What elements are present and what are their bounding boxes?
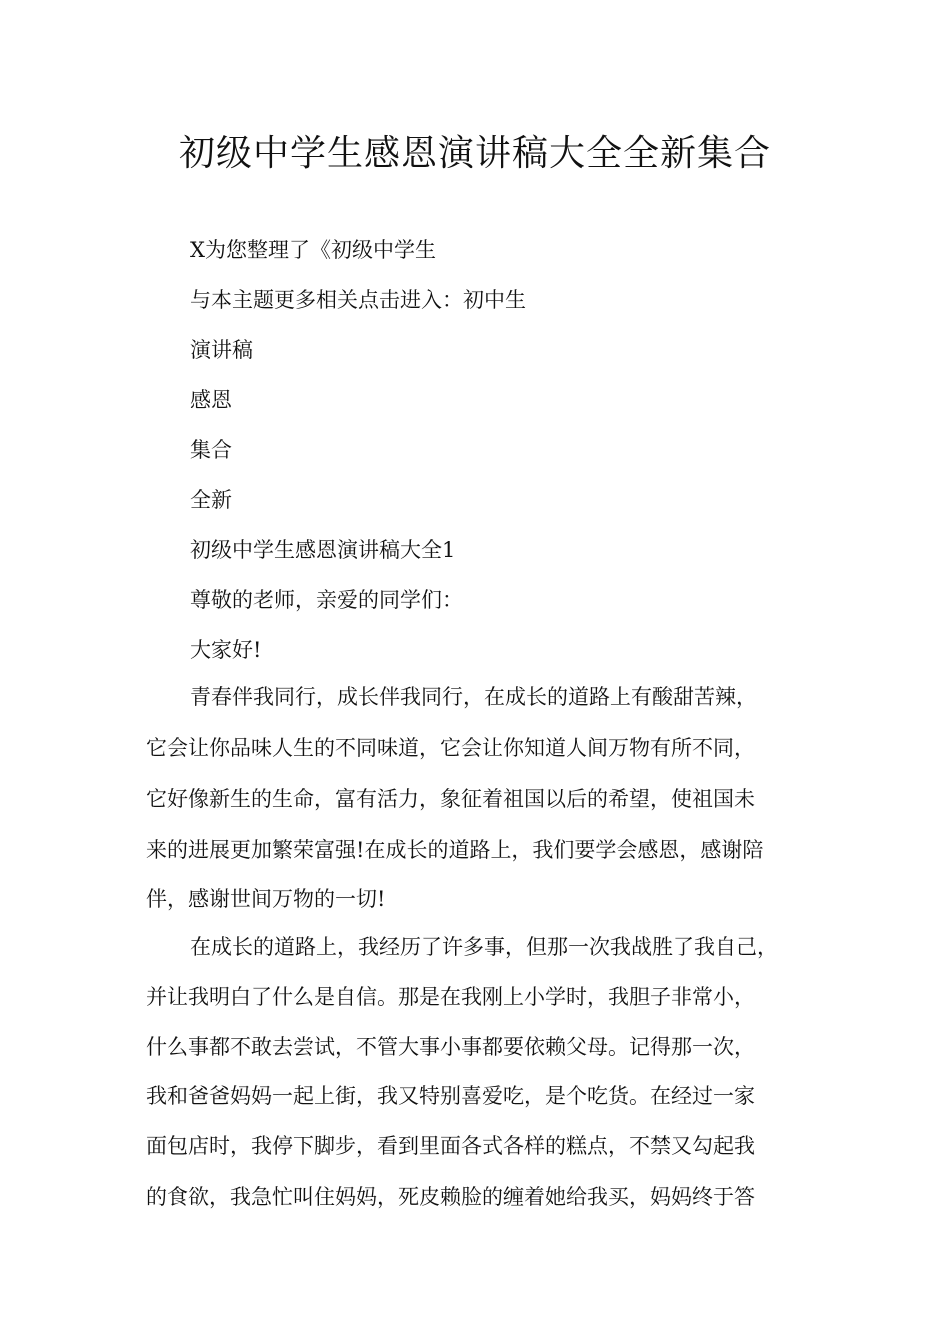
paragraph-line: 的食欲，我急忙叫住妈妈，死皮赖脸的缠着她给我买，妈妈终于答 (146, 1185, 755, 1209)
paragraph-line: 在成长的道路上，我经历了许多事，但那一次我战胜了我自己， (190, 935, 778, 959)
paragraph-line: 它会让你品味人生的不同味道，它会让你知道人间万物有所不同， (146, 736, 755, 760)
intro-line: 感恩 (190, 388, 232, 412)
paragraph-line: 来的进展更加繁荣富强!在成长的道路上，我们要学会感恩，感谢陪 (146, 838, 764, 862)
intro-line: 与本主题更多相关点击进入：初中生 (190, 288, 526, 312)
paragraph-line: 并让我明白了什么是自信。那是在我刚上小学时，我胆子非常小， (146, 985, 755, 1009)
intro-line: 集合 (190, 438, 232, 462)
paragraph-line: 什么事都不敢去尝试，不管大事小事都要依赖父母。记得那一次， (146, 1035, 755, 1059)
paragraph-line: 面包店时，我停下脚步，看到里面各式各样的糕点，不禁又勾起我 (146, 1134, 755, 1158)
intro-line: 全新 (190, 488, 232, 512)
document-title: 初级中学生感恩演讲稿大全全新集合 (178, 133, 771, 174)
paragraph-line: 它好像新生的生命，富有活力，象征着祖国以后的希望，使祖国未 (146, 787, 755, 811)
section-heading: 初级中学生感恩演讲稿大全1 (190, 538, 456, 562)
paragraph-line: 我和爸爸妈妈一起上街，我又特别喜爱吃，是个吃货。在经过一家 (146, 1084, 755, 1108)
paragraph-line: 青春伴我同行，成长伴我同行，在成长的道路上有酸甜苦辣， (190, 685, 757, 709)
intro-line: X为您整理了《初级中学生 (190, 238, 436, 262)
paragraph-line: 伴，感谢世间万物的一切! (146, 887, 386, 911)
greeting: 大家好! (190, 638, 262, 662)
salutation: 尊敬的老师，亲爱的同学们： (190, 588, 463, 612)
intro-line: 演讲稿 (190, 338, 253, 362)
